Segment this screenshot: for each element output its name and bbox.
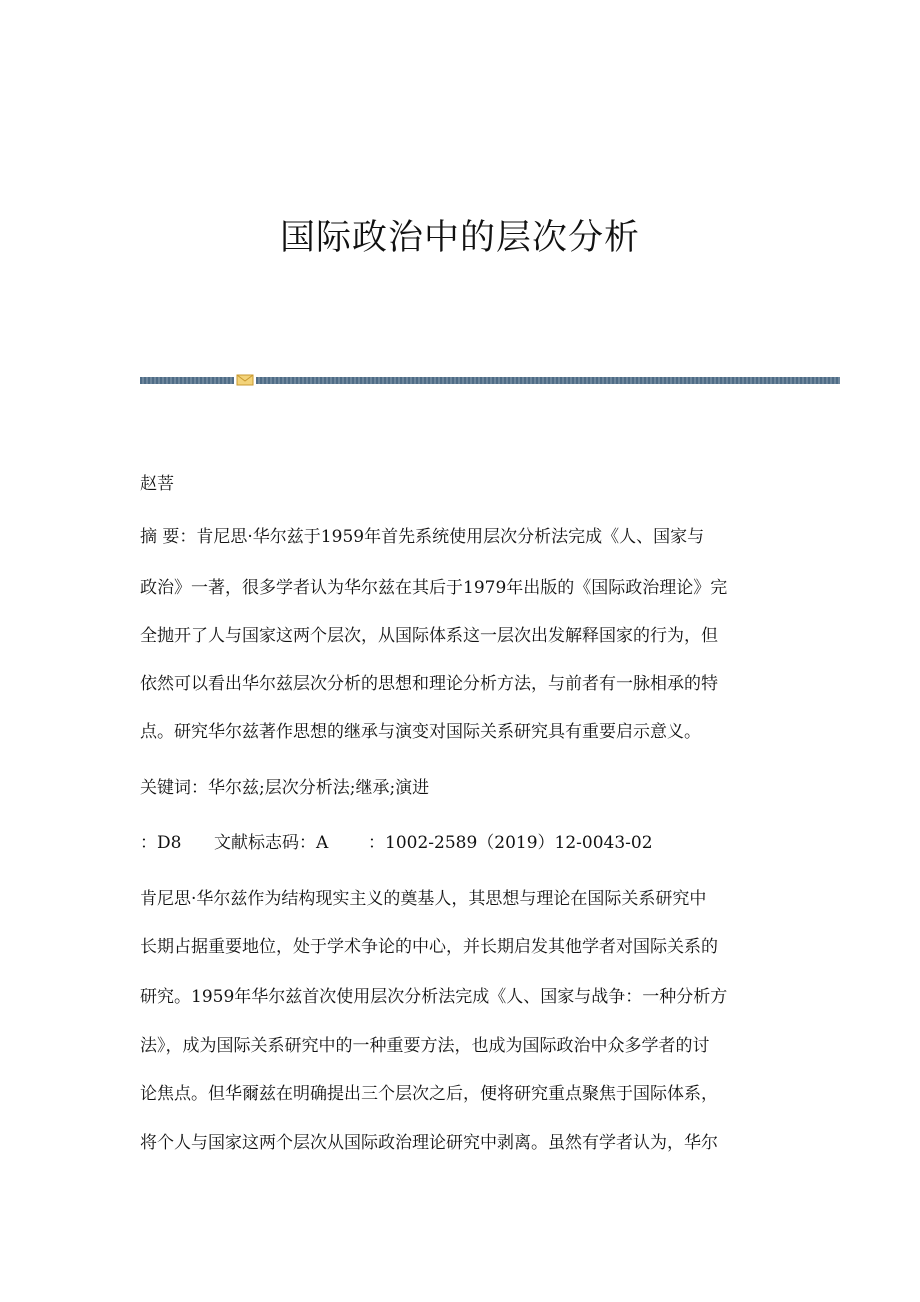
body-line: 研究。1959年华尔兹首次使用层次分析法完成《人、国家与战争：一种分析方	[140, 987, 728, 1007]
divider-bar-right	[256, 377, 840, 384]
body-line: 法》，成为国际关系研究中的一种重要方法，也成为国际政治中众多学者的讨	[140, 1036, 710, 1056]
body-line: 论焦点。但华爾兹在明确提出三个层次之后，便将研究重点聚焦于国际体系，	[140, 1084, 718, 1104]
body-line: 长期占据重要地位，处于学术争论的中心，并长期启发其他学者对国际关系的	[140, 937, 718, 957]
author-name: 赵菩	[140, 474, 174, 494]
keywords-line: 关键词：华尔兹;层次分析法;继承;演进	[140, 778, 430, 798]
abstract-line: 依然可以看出华尔兹层次分析的思想和理论分析方法，与前者有一脉相承的特	[140, 674, 718, 694]
body-line: 将个人与国家这两个层次从国际政治理论研究中剥离。虽然有学者认为，华尔	[140, 1133, 718, 1153]
page-title: 国际政治中的层次分析	[279, 218, 640, 258]
abstract-line: 政治》一著，很多学者认为华尔兹在其后于1979年出版的《国际政治理论》完	[140, 578, 728, 598]
abstract-line: 摘 要：肯尼思·华尔兹于1959年首先系统使用层次分析法完成《人、国家与	[140, 527, 705, 547]
body-line: 肯尼思·华尔兹作为结构现实主义的奠基人，其思想与理论在国际关系研究中	[140, 889, 707, 909]
classification-code: ：D8	[140, 833, 182, 853]
article-id: ：1002-2589（2019）12-0043-02	[368, 833, 653, 853]
title-divider	[140, 373, 840, 387]
abstract-line: 点。研究华尔兹著作思想的继承与演变对国际关系研究具有重要启示意义。	[140, 722, 701, 742]
envelope-ornament-icon	[236, 373, 254, 387]
abstract-line: 全抛开了人与国家这两个层次，从国际体系这一层次出发解释国家的行为，但	[140, 626, 718, 646]
document-code: 文献标志码：A	[214, 833, 329, 853]
divider-bar-left	[140, 377, 234, 384]
